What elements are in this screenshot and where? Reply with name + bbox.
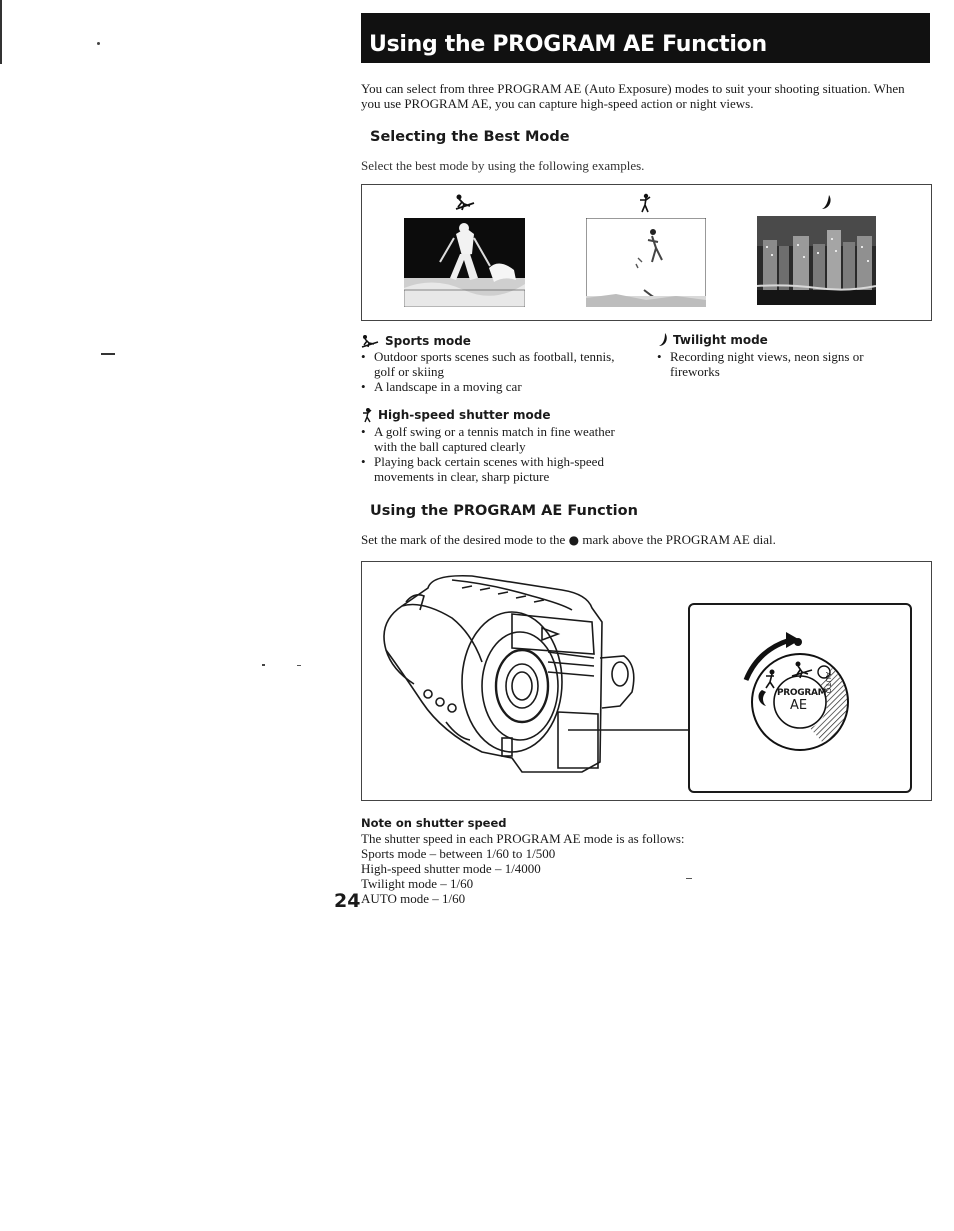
section-lead-using: Set the mark of the desired mode to the ● mark above the PROGRAM AE dial.	[361, 532, 776, 547]
high-speed-mode-title: High-speed shutter mode	[378, 408, 551, 422]
list-item: • Playing back certain scenes with high-speed movements in clear, sharp picture	[361, 454, 636, 484]
skier-photo	[404, 218, 525, 307]
scan-speck	[297, 665, 301, 666]
twilight-mode-icon	[657, 332, 669, 348]
high-speed-shutter-icon	[637, 193, 653, 213]
list-item: • Recording night views, neon signs or fireworks	[657, 349, 887, 379]
twilight-mode-title: Twilight mode	[673, 333, 768, 347]
golfer-photo	[586, 218, 706, 307]
list-item: • A landscape in a moving car	[361, 379, 636, 394]
list-item: • A golf swing or a tennis match in fine weather with the ball captured clearly	[361, 424, 636, 454]
high-speed-mode-block	[361, 407, 636, 484]
note-line: The shutter speed in each PROGRAM AE mode is as follows:	[361, 831, 685, 846]
list-item: • Outdoor sports scenes such as football, tennis, golf or skiing	[361, 349, 636, 379]
note-line: AUTO mode – 1/60	[361, 891, 466, 906]
note-body	[361, 831, 761, 906]
camcorder-illustration	[362, 562, 692, 798]
intro-paragraph: You can select from three PROGRAM AE (Auto Exposure) modes to suit your shooting situation. When you use PROGRAM AE, you can capture high-speed action or night views.	[361, 81, 905, 111]
twilight-mode-icon	[819, 193, 833, 213]
scan-speck	[262, 664, 265, 666]
section-heading-using: Using the PROGRAM AE Function	[370, 503, 638, 519]
sports-mode-block	[361, 334, 636, 394]
note-line: High-speed shutter mode – 1/4000	[361, 861, 541, 876]
note-heading: Note on shutter speed	[361, 816, 507, 830]
scan-speck	[101, 353, 115, 355]
page-title: Using the PROGRAM AE Function	[369, 32, 767, 57]
note-line: Twilight mode – 1/60	[361, 876, 474, 891]
scan-speck	[97, 42, 100, 45]
page-number: 24	[334, 890, 361, 912]
scan-edge-mark	[0, 0, 2, 64]
twilight-mode-block	[657, 332, 887, 379]
sports-mode-icon	[454, 193, 476, 211]
section-heading-selecting: Selecting the Best Mode	[370, 129, 570, 145]
dial-label-program: PROGRAM	[777, 688, 827, 698]
dial-label-auto: AUTO	[824, 672, 832, 694]
sports-mode-icon	[361, 334, 379, 348]
section-lead-selecting: Select the best mode by using the following examples.	[361, 158, 645, 173]
dial-label-ae: AE	[790, 698, 808, 713]
high-speed-shutter-icon	[361, 407, 374, 423]
night-city-photo	[757, 216, 876, 305]
note-line: Sports mode – between 1/60 to 1/500	[361, 846, 556, 861]
dot-mark-icon: ●	[568, 533, 580, 547]
sports-mode-title: Sports mode	[385, 334, 471, 348]
scan-speck	[686, 878, 692, 879]
